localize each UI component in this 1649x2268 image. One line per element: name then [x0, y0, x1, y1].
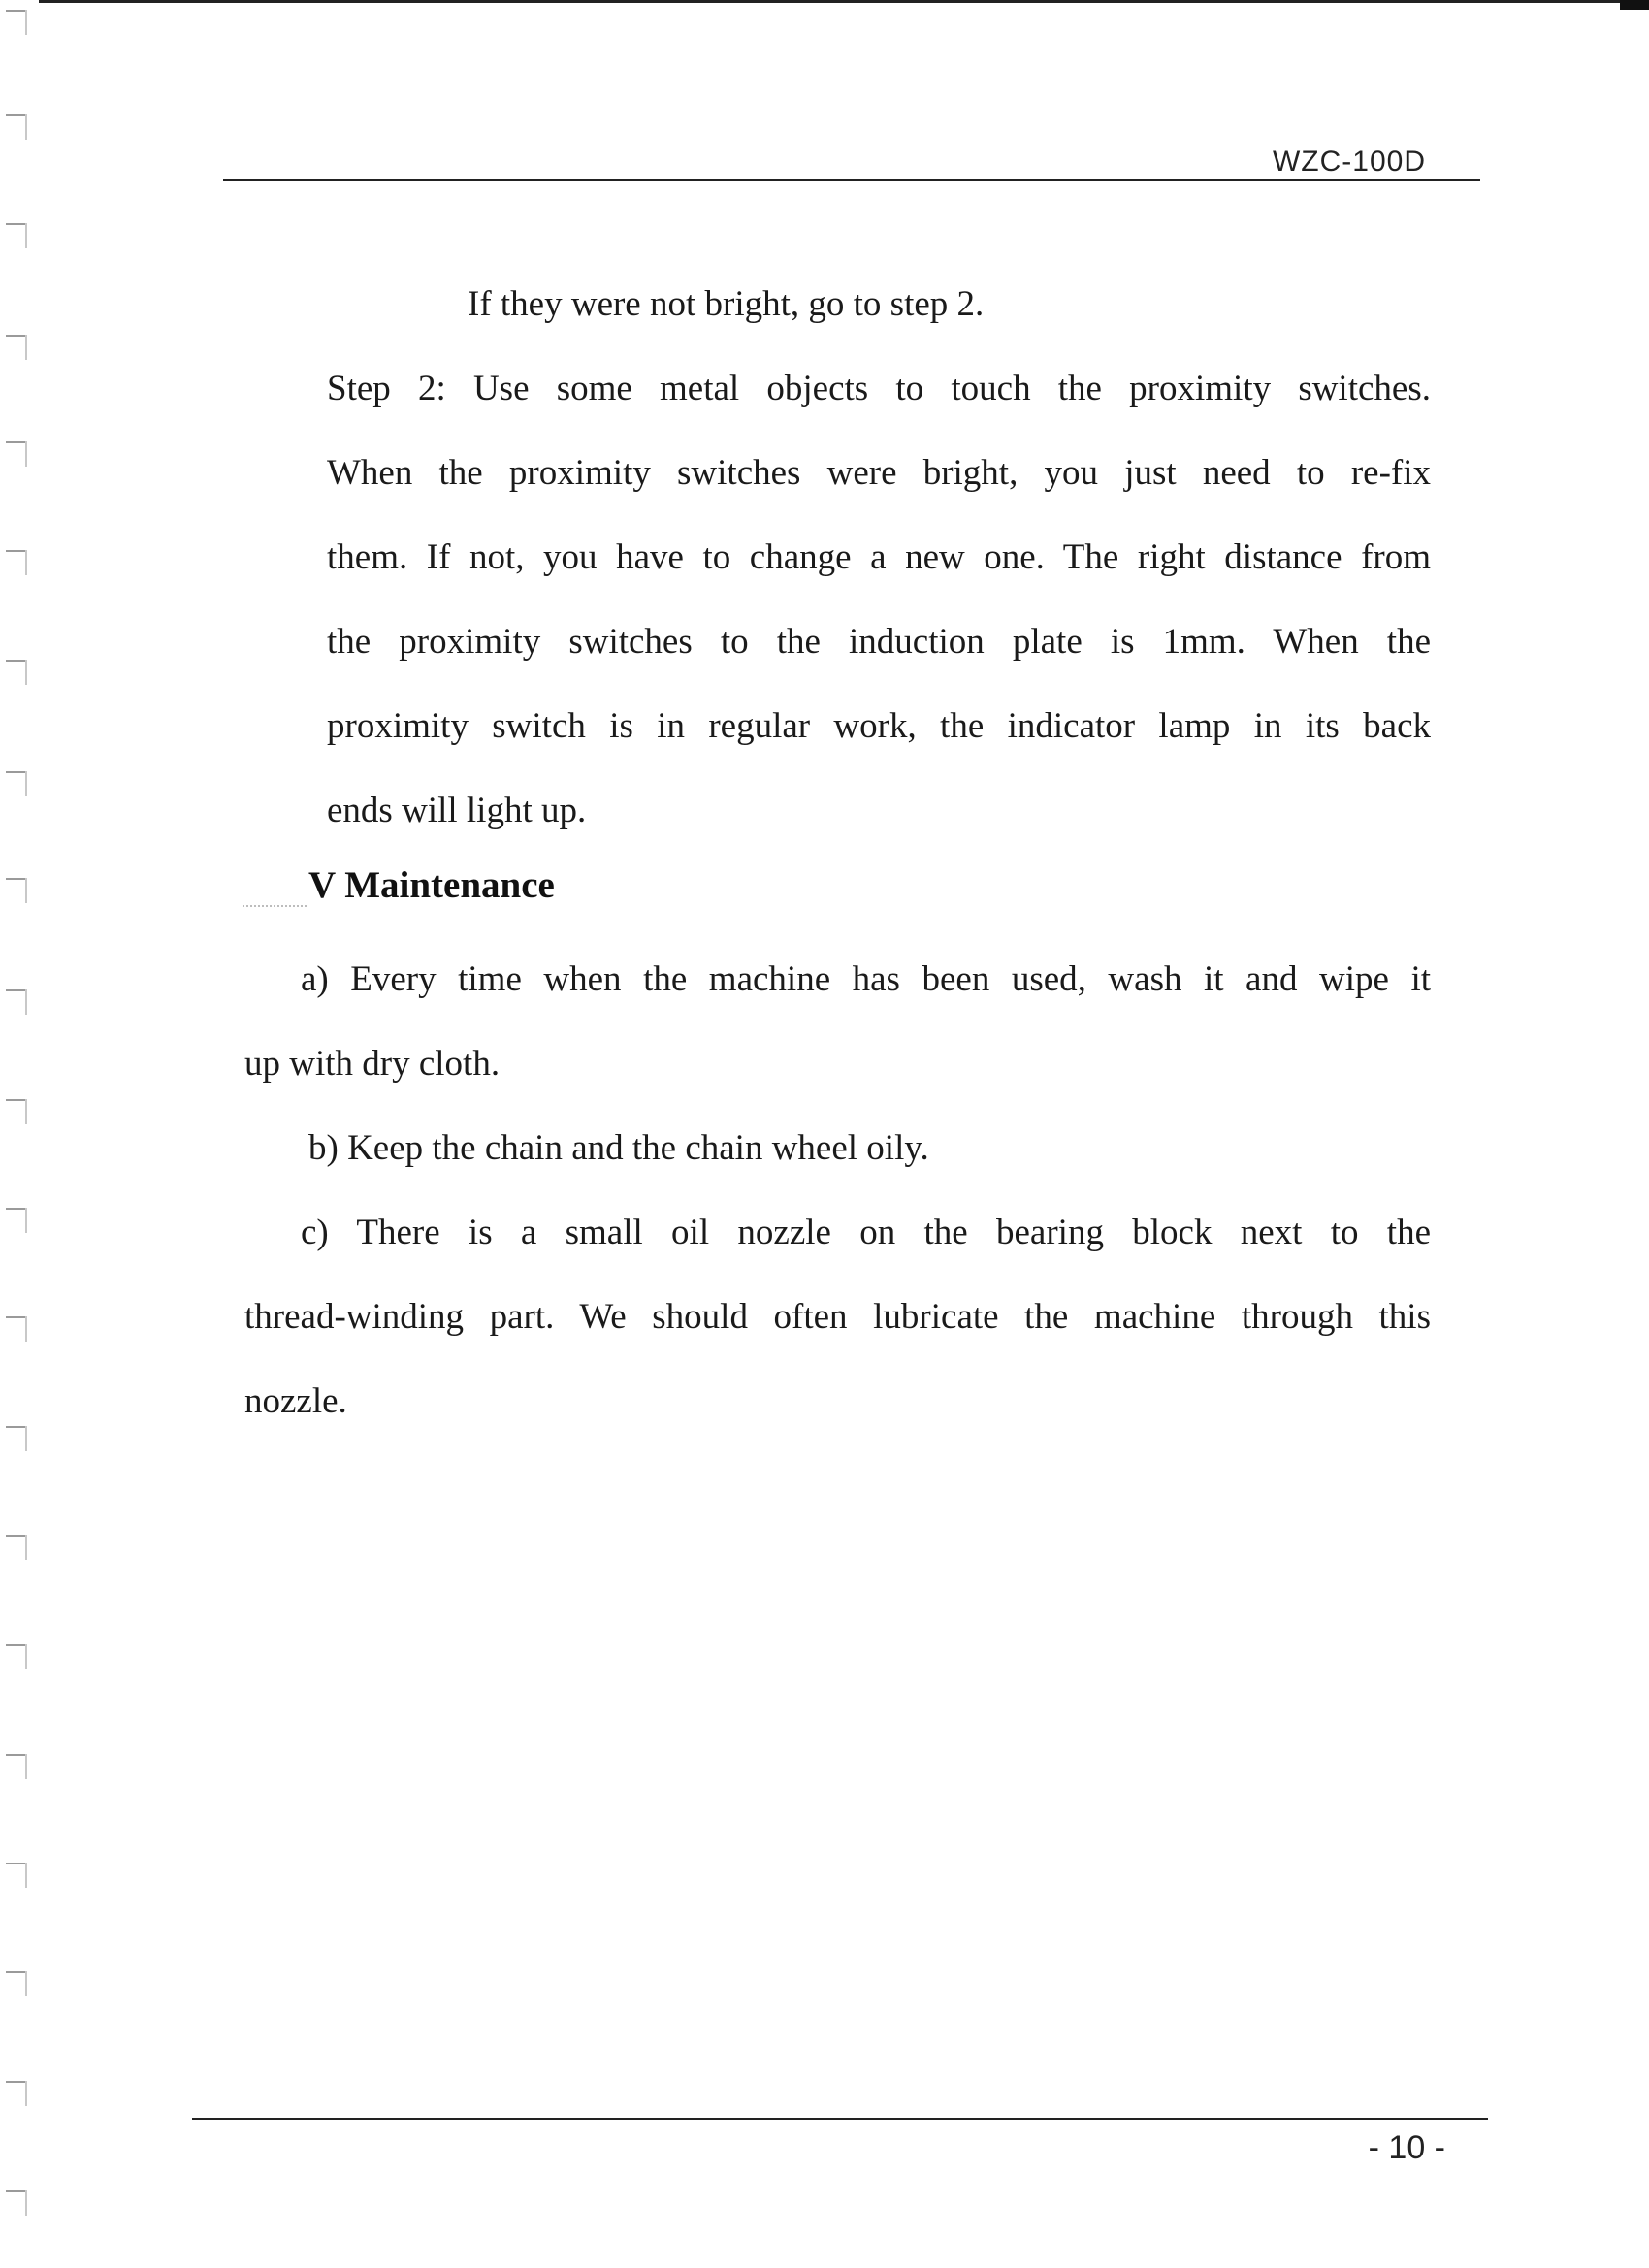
binding-tick: [6, 1863, 27, 1864]
binding-margin: [0, 0, 39, 2268]
scan-edge-line: [39, 0, 1649, 3]
binding-tick: [6, 2081, 27, 2083]
maintenance-item-b: [308, 1106, 1431, 1190]
binding-tick: [6, 878, 27, 880]
text-line: b) Keep the chain and the chain wheel oily.: [308, 1128, 929, 1168]
step2-paragraph: [327, 346, 1431, 853]
binding-tick: [6, 1644, 27, 1646]
footer-rule: [192, 2118, 1488, 2120]
binding-tick: [6, 660, 27, 662]
section-heading-maintenance: V Maintenance: [308, 864, 555, 906]
binding-tick: [6, 441, 27, 443]
binding-tick: [6, 1208, 27, 1210]
step-intro: [468, 262, 1438, 346]
binding-tick: [6, 550, 27, 552]
scan-corner-mark: [1620, 0, 1649, 10]
binding-tick: [6, 335, 27, 337]
heading-leader-dots: [242, 905, 307, 907]
binding-tick: [6, 1426, 27, 1428]
text-line: If they were not bright, go to step 2.: [468, 284, 985, 324]
binding-tick: [6, 1099, 27, 1101]
header-model-name: WZC-100D: [1272, 146, 1426, 178]
text-line: the proximity switches to the induction plate is 1mm. When the: [327, 622, 1431, 662]
maintenance-item-a: [244, 937, 1431, 1106]
text-line: up with dry cloth.: [244, 1044, 501, 1084]
binding-tick: [6, 114, 27, 116]
text-line: nozzle.: [244, 1381, 347, 1421]
binding-tick: [6, 1535, 27, 1537]
binding-tick: [6, 223, 27, 225]
text-line: ends will light up.: [327, 791, 587, 830]
binding-tick: [6, 989, 27, 991]
text-line: Step 2: Use some metal objects to touch the proximity switches.: [327, 369, 1431, 408]
binding-tick: [6, 1971, 27, 1973]
header-rule: [223, 179, 1480, 181]
text-line: c) There is a small oil nozzle on the bearing block next to the: [301, 1213, 1431, 1252]
page-number: - 10 -: [1368, 2129, 1445, 2166]
text-line: When the proximity switches were bright, you just need to re-fix: [327, 453, 1431, 493]
maintenance-item-c: [244, 1190, 1431, 1443]
binding-tick: [6, 1316, 27, 1318]
binding-tick: [6, 1754, 27, 1756]
binding-tick: [6, 10, 27, 12]
binding-tick: [6, 2190, 27, 2192]
binding-tick: [6, 771, 27, 773]
text-line: proximity switch is in regular work, the indicator lamp in its back: [327, 706, 1431, 746]
text-line: thread-winding part. We should often lubricate the machine through this: [244, 1297, 1431, 1337]
text-line: them. If not, you have to change a new one. The right distance from: [327, 537, 1431, 577]
text-line: a) Every time when the machine has been used, wash it and wipe it: [301, 959, 1431, 999]
